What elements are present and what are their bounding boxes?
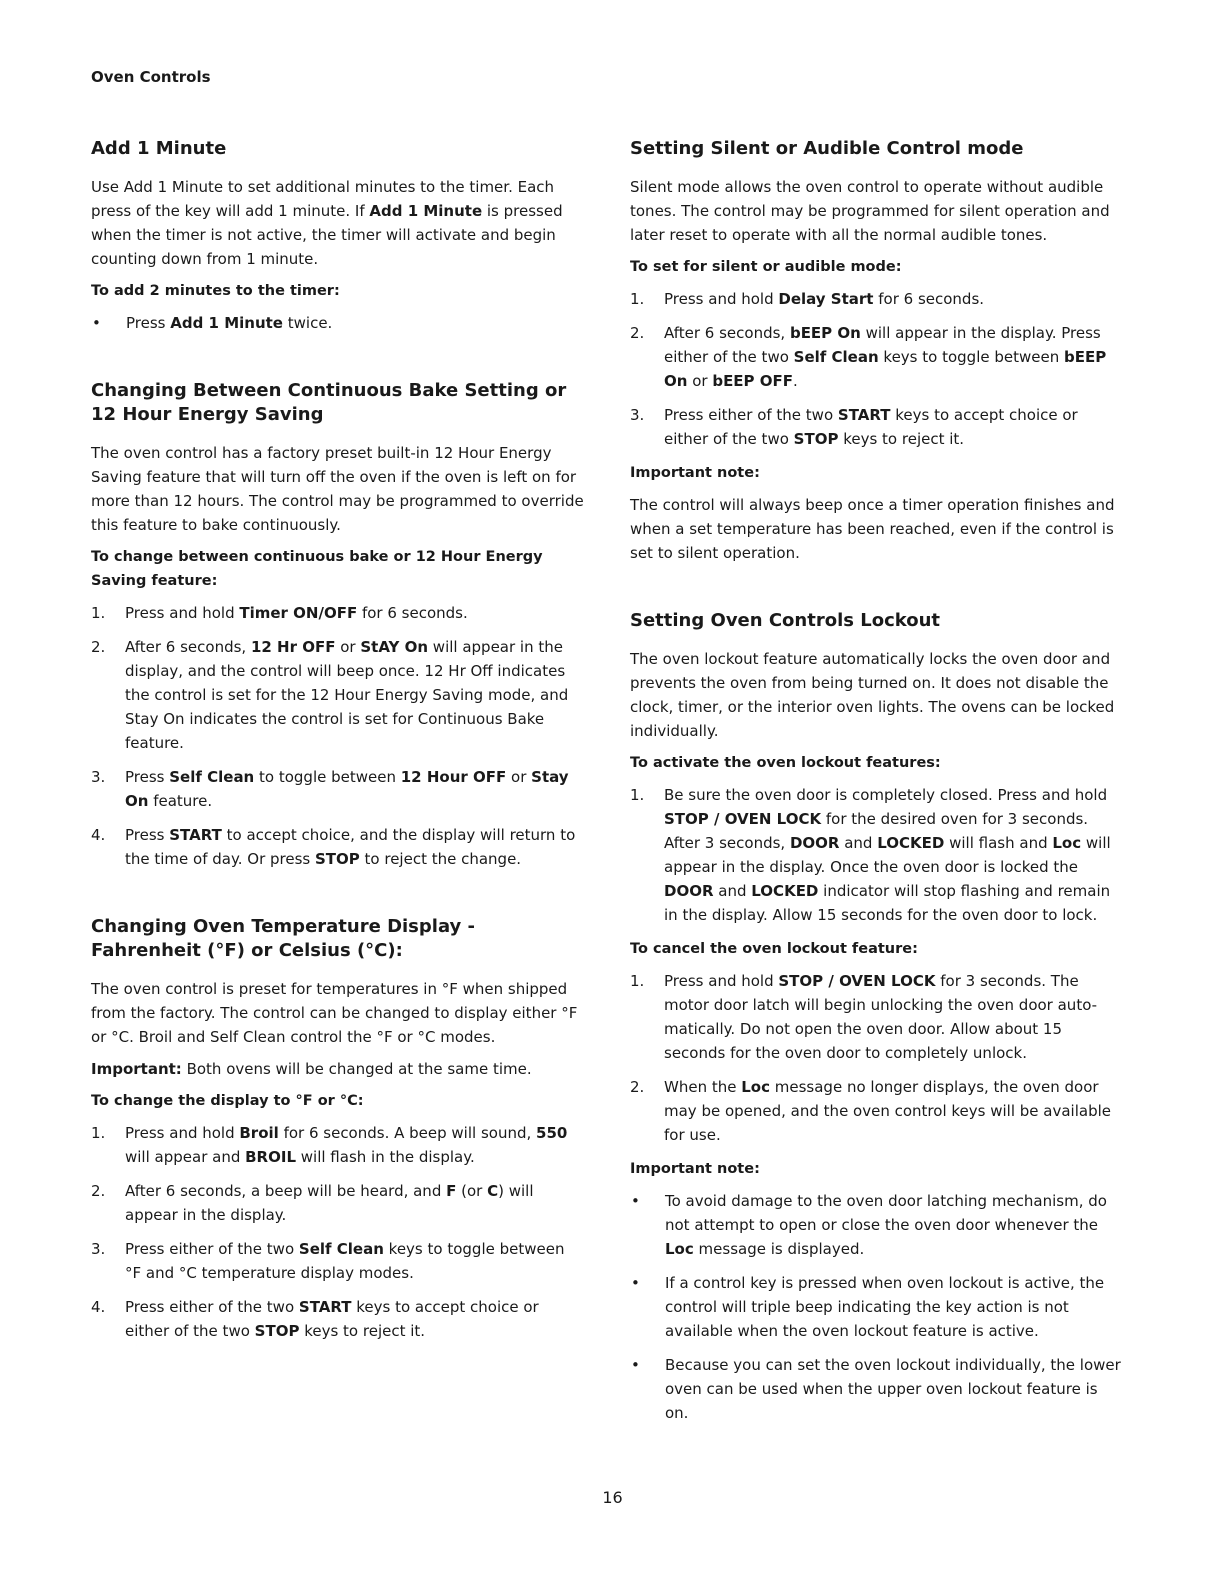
text-run: Press either of the two [664,406,838,424]
text-run: When the [664,1078,742,1096]
important-note-label: Important note: [630,465,760,481]
text-run: LOCKED [877,834,945,852]
step-number: 2. [91,1182,106,1200]
text-run: Press and hold [125,1124,240,1142]
text-run: After 6 seconds, [125,638,251,656]
section-add-1-minute [91,137,585,335]
paragraph [630,647,1124,743]
bullet-item [630,1189,1124,1261]
step-number: 1. [630,786,645,804]
page-number: 16 [602,1488,623,1507]
bullet-text [126,311,585,335]
text-run: C [487,1182,499,1200]
left-column [91,137,585,1353]
step-text [125,1121,585,1169]
text-run: If a control key is pressed when oven lockout is active, the control will triple beep indicating the key action is not available when the oven lockout feature is active. [665,1274,1105,1340]
text-run: Self Clean [169,768,255,786]
text-run: for 6 seconds. A beep will sound, [278,1124,537,1142]
text-run: or [687,372,713,390]
text-run: STOP [314,850,360,868]
section-heading: Changing Oven Temperature Display - Fahrenheit (°F) or Celsius (°C): [91,916,476,961]
subheading: To set for silent or audible mode: [630,259,902,275]
step-item [91,1295,585,1343]
bullet-list [630,1189,1124,1425]
bullet-dot: • [631,1192,640,1210]
text-run: The control will always beep once a timer operation finishes and when a set temperature has been reached, even if the control is set to silent operation. [630,496,1115,562]
text-run: Add 1 Minute [369,202,483,220]
step-number: 1. [630,290,645,308]
text-run: message no longer displays, the oven door may be opened, and the oven control keys will be available for use. [664,1078,1111,1144]
text-run: and [839,834,878,852]
step-text [125,601,585,625]
text-run: (or [456,1182,488,1200]
step-text [664,287,1124,311]
text-run: is pressed when the timer is not active, the timer will activate and begin counting down from 1 minute. [91,202,563,268]
text-run: The oven control has a factory preset built-in 12 Hour Energy Saving feature that will turn off the oven if the oven is left on for more than 12 hours. The control may be programmed to override this feature to bake continuously. [91,444,584,534]
step-text [125,1237,585,1285]
text-run: Press [125,768,170,786]
page-header: Oven Controls [91,68,211,86]
text-run: 550 [536,1124,568,1142]
text-run: Silent mode allows the oven control to operate without audible tones. The control may be programmed for silent operation and later reset to operate with all the normal audible tones. [630,178,1110,244]
important-paragraph [91,1057,585,1081]
step-item [91,823,585,871]
text-run: ) will appear in the display. [125,1182,534,1224]
section-temperature-display [91,915,585,1343]
text-run: to reject the change. [359,850,522,868]
step-number: 3. [630,406,645,424]
bullet-text [665,1189,1124,1261]
step-item [630,287,1124,311]
text-run: will flash and [944,834,1053,852]
text-run: Self Clean [298,1240,384,1258]
step-number: 1. [630,972,645,990]
subheading: To change the display to °F or °C: [91,1093,364,1109]
step-text [125,823,585,871]
text-run: Press [125,826,170,844]
text-run: Loc [741,1078,770,1096]
text-run: for 6 seconds. [873,290,985,308]
text-run: keys to toggle between [878,348,1064,366]
step-item [630,783,1124,927]
section-heading: Add 1 Minute [91,138,227,159]
step-item [91,1121,585,1169]
step-number: 3. [91,1240,106,1258]
text-run: to accept choice, and the display will return to the time of day. Or press [125,826,576,868]
step-item [91,1237,585,1285]
text-run: After 6 seconds, [664,324,790,342]
step-number: 2. [91,638,106,656]
text-run: Stay On [125,768,569,810]
step-number: 2. [630,1078,645,1096]
text-run: START [298,1298,352,1316]
text-run: keys to reject it. [299,1322,426,1340]
text-run: BROIL [245,1148,296,1166]
text-run: Press and hold [125,604,240,622]
section-silent-mode [630,137,1124,565]
text-run: The oven control is preset for temperatures in °F when shipped from the factory. The control can be changed to display either °F or °C. Broil and Self Clean control the °F or °C modes. [91,980,578,1046]
step-text [125,1179,585,1227]
text-run: START [837,406,891,424]
text-run: bEEP On [664,348,1107,390]
bullet-dot: • [92,314,101,332]
paragraph [630,493,1124,565]
bullet-text [665,1271,1124,1343]
step-number: 1. [91,604,106,622]
text-run: will appear in the display. Press either of the two [664,324,1101,366]
right-column [630,137,1124,1435]
step-number: 3. [91,768,106,786]
text-run: and [713,882,752,900]
text-run: bEEP On [789,324,861,342]
text-run: for the desired oven for 3 seconds. After 3 seconds, [664,810,1089,852]
text-run: indicator will stop flashing and remain in the display. Allow 15 seconds for the oven door to lock. [664,882,1111,924]
text-run: to toggle between [254,768,401,786]
section-continuous-bake [91,379,585,871]
text-run: F [446,1182,457,1200]
text-run: STOP / OVEN LOCK [778,972,936,990]
bullet-dot: • [631,1274,640,1292]
step-number: 4. [91,826,106,844]
step-text [125,765,585,813]
step-text [664,321,1124,393]
text-run: keys to accept choice or either of the two [664,406,1078,448]
step-item [630,1075,1124,1147]
text-run: Timer ON/OFF [239,604,358,622]
text-run: keys to toggle between °F and °C temperature display modes. [125,1240,565,1282]
text-run: STOP [254,1322,300,1340]
text-run: After 6 seconds, a beep will be heard, and [125,1182,447,1200]
text-run: DOOR [789,834,840,852]
text-run: STOP / OVEN LOCK [664,810,822,828]
important-note-label: Important note: [630,1161,760,1177]
subheading: To change between continuous bake or 12 Hour Energy Saving feature: [91,549,543,589]
step-item [630,969,1124,1065]
text-run: twice. [282,314,333,332]
text-run: Loc [665,1240,694,1258]
text-run: will appear in the display. Once the oven door is locked the [664,834,1111,876]
section-lockout [630,609,1124,1425]
text-run: feature. [148,792,213,810]
section-heading: Setting Oven Controls Lockout [630,610,941,631]
step-text [125,1295,585,1343]
text-run: StAY On [360,638,429,656]
step-text [664,969,1124,1065]
text-run: Loc [1052,834,1082,852]
step-item [630,321,1124,393]
step-number: 2. [630,324,645,342]
text-run: Add 1 Minute [170,314,283,332]
step-list [630,783,1124,927]
text-run: . [793,372,798,390]
paragraph [91,977,585,1049]
bullet-dot: • [631,1356,640,1374]
step-item [91,601,585,625]
text-run: The oven lockout feature automatically locks the oven door and prevents the oven from being turned on. It does not disable the clock, timer, or the interior oven lights. The ovens can be locked individually. [630,650,1115,740]
step-list [91,1121,585,1343]
text-run: will appear in the display, and the control will beep once. 12 Hr Off indicates the control is set for the 12 Hour Energy Saving mode, and Stay On indicates the control is set for Continuous Bake feature. [125,638,569,752]
step-number: 4. [91,1298,106,1316]
text-run: Broil [239,1124,279,1142]
text-run: 12 Hr OFF [250,638,336,656]
text-run: or [506,768,532,786]
text-run: will flash in the display. [296,1148,475,1166]
text-run: DOOR [664,882,714,900]
step-list [630,287,1124,451]
text-run: Press either of the two [125,1298,299,1316]
text-run: Press and hold [664,972,779,990]
text-run: or [335,638,361,656]
bullet-item [91,311,585,335]
text-run: Both ovens will be changed at the same time. [181,1060,532,1078]
text-run: for 6 seconds. [357,604,468,622]
text-run: will appear and [125,1148,246,1166]
text-run: LOCKED [751,882,819,900]
text-run: Delay Start [778,290,874,308]
subheading: To add 2 minutes to the timer: [91,283,340,299]
text-run: bEEP OFF [712,372,794,390]
step-text [664,403,1124,451]
text-run: Important: [91,1060,182,1078]
paragraph [630,175,1124,247]
text-run: Use Add 1 Minute to set additional minutes to the timer. Each press of the key will add 1 minute. If [91,178,555,220]
text-run: 12 Hour OFF [400,768,507,786]
text-run: keys to reject it. [838,430,965,448]
step-item [630,403,1124,451]
text-run: Press and hold [664,290,779,308]
bullet-item [630,1271,1124,1343]
paragraph [91,175,585,271]
step-number: 1. [91,1124,106,1142]
text-run: message is displayed. [693,1240,865,1258]
subheading: To activate the oven lockout features: [630,755,941,771]
step-list [91,601,585,871]
text-run: Be sure the oven door is completely closed. Press and hold [664,786,1108,804]
text-run: Press either of the two [125,1240,299,1258]
subheading: To cancel the oven lockout feature: [630,941,918,957]
paragraph [91,441,585,537]
text-run: Because you can set the oven lockout individually, the lower oven can be used when the upper oven lockout feature is on. [665,1356,1121,1422]
step-item [91,1179,585,1227]
step-text [125,635,585,755]
step-text [664,783,1124,927]
text-run: Self Clean [793,348,879,366]
bullet-text [665,1353,1124,1425]
text-run: To avoid damage to the oven door latching mechanism, do not attempt to open or close the oven door whenever the [665,1192,1107,1234]
step-item [91,635,585,755]
text-run: STOP [793,430,839,448]
bullet-item [630,1353,1124,1425]
section-heading: Changing Between Continuous Bake Setting or 12 Hour Energy Saving [91,380,567,425]
section-heading: Setting Silent or Audible Control mode [630,138,1024,159]
step-item [91,765,585,813]
text-run: keys to accept choice or either of the two [125,1298,539,1340]
step-list [630,969,1124,1147]
text-run: Press [126,314,171,332]
text-run: START [169,826,222,844]
text-run: for 3 seconds. The motor door latch will begin unlocking the oven door auto-matically. Do not open the oven door. Allow about 15 seconds for the oven door to completely unlock. [664,972,1098,1062]
step-text [664,1075,1124,1147]
